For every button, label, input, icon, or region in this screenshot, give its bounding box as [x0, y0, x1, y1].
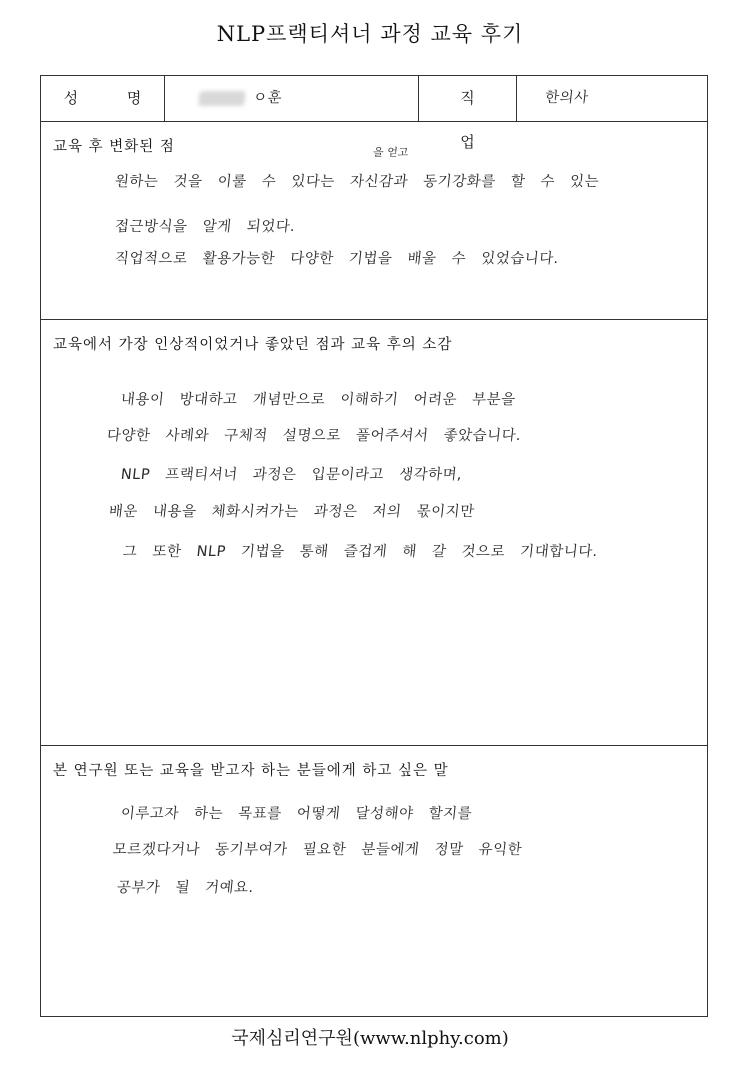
review-form	[40, 75, 708, 1017]
name-value-wrapper	[163, 76, 421, 120]
handwritten-line: 직업적으로 활용가능한 다양한 기법을 배울 수 있었습니다.	[114, 251, 560, 267]
redaction-blur	[198, 91, 246, 106]
page-title: NLP프랙티셔너 과정 교육 후기	[216, 22, 524, 46]
handwritten-line: 배운 내용을 체화시켜가는 과정은 저의 몫이지만	[108, 504, 476, 520]
section-changes	[41, 122, 707, 320]
section-impressions	[41, 320, 707, 746]
handwritten-line: 원하는 것을 이룰 수 있다는 자신감과 동기강화를 할 수 있는	[114, 174, 600, 190]
handwritten-line: 그 또한 NLP 기법을 통해 즐겁게 해 갈 것으로 기대합니다.	[122, 544, 599, 560]
job-cell	[517, 76, 707, 121]
handwritten-line: 모르겠다거나 동기부여가 필요한 분들에게 정말 유익한	[112, 842, 523, 858]
handwritten-line: 접근방식을 알게 되었다.	[114, 219, 297, 235]
name-label: 성 명	[41, 76, 165, 121]
handwritten-line: 다양한 사례와 구체적 설명으로 풀어주셔서 좋았습니다.	[106, 428, 523, 444]
handwritten-line: 공부가 될 거예요.	[116, 880, 255, 896]
handwritten-line: NLP 프랙티셔너 과정은 입문이라고 생각하며,	[120, 467, 464, 483]
section-heading-message: 본 연구원 또는 교육을 받고자 하는 분들에게 하고 싶은 말	[53, 763, 449, 779]
section-heading-impressions: 교육에서 가장 인상적이었거나 좋았던 점과 교육 후의 소감	[53, 337, 453, 353]
handwritten-insert-note: 을 얻고	[372, 146, 410, 159]
job-label: 직 업	[419, 76, 517, 121]
section-message	[41, 746, 707, 1018]
section-heading-changes: 교육 후 변화된 점	[53, 139, 175, 155]
handwritten-line: 이루고자 하는 목표를 어떻게 달성해야 할지를	[120, 806, 473, 822]
name-cell	[165, 76, 419, 121]
handwritten-line: 내용이 방대하고 개념만으로 이해하기 어려운 부분을	[120, 392, 517, 408]
job-value: 한의사	[544, 90, 590, 106]
footer-institute: 국제심리연구원(www.nlphy.com)	[231, 1028, 509, 1049]
name-value: ㅇ훈	[252, 90, 283, 106]
